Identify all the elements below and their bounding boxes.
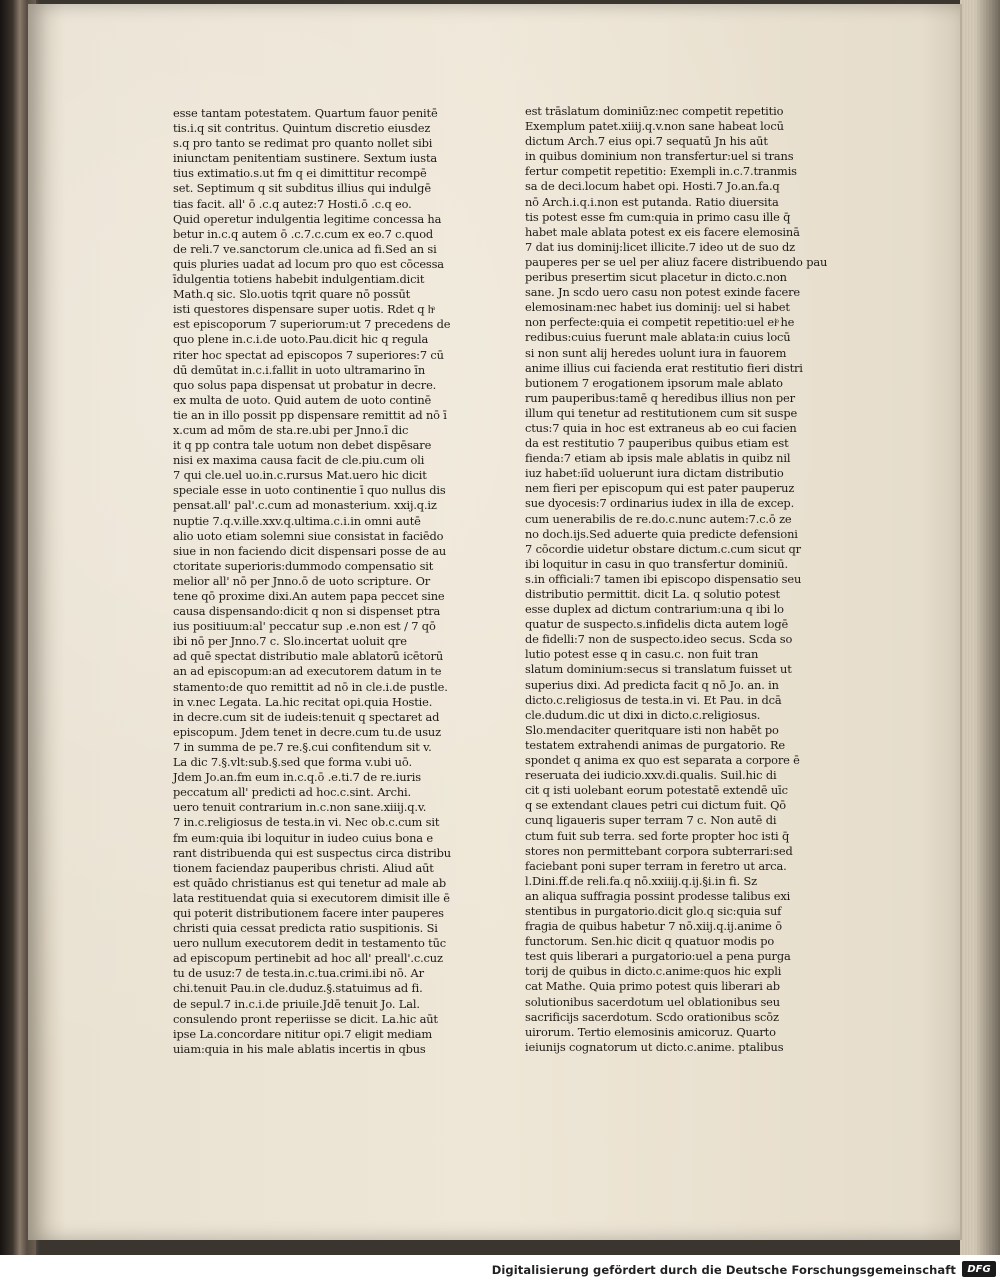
text-line: rant distribuenda qui est suspectus circa distribu: [173, 845, 451, 860]
text-line: est episcoporum 7 superiorum:ut 7 precedens de: [173, 317, 451, 332]
text-line: x.cum ad mōm de sta.re.ubi per Jnno.ī dic: [173, 422, 409, 437]
text-line: s.in officiali:7 tamen ibi episcopo dispensatio seu: [525, 571, 802, 586]
text-line: īdulgentia totiens habebit indulgentiam.dicit: [173, 272, 425, 287]
text-line: quatur de suspecto.s.infidelis dicta autem logē: [525, 617, 789, 632]
text-line: de sepul.7 in.c.i.de priuile.Jdē tenuit Jo. Lal.: [173, 996, 420, 1011]
text-line: qui poterit distributionem facere inter pauperes: [173, 905, 444, 920]
text-column-right: [525, 104, 828, 1055]
text-line: Math.q sic. Slo.uotis tqrit quare nō possūt: [173, 287, 411, 302]
book-page: [28, 4, 962, 1240]
text-line: tionem faciendaz pauperibus christi. Aliud aūt: [173, 860, 434, 875]
text-line: de fidelli:7 non de suspecto.ideo secus. Scda so: [525, 632, 793, 647]
page-stack-shadow: [975, 0, 1000, 1255]
text-line: Jdem Jo.an.fm eum in.c.q.ō .e.ti.7 de re.iuris: [173, 770, 421, 785]
text-line: tias facit. all' ō .c.q autez:7 Hosti.ō .c.q eo.: [173, 196, 412, 211]
text-line: fienda:7 etiam ab ipsis male ablatis in quibz nil: [525, 451, 791, 466]
text-line: s.q pro tanto se redimat pro quanto nollet sibi: [173, 136, 433, 151]
text-line: nem fieri per episcopum qui est pater pauperuz: [525, 481, 795, 496]
text-line: quis pluries uadat ad locum pro quo est cōcessa: [173, 256, 444, 271]
text-line: nisi ex maxima causa facit de cle.piu.cum oli: [173, 453, 425, 468]
text-line: it q pp contra tale uotum non debet dispēsare: [173, 438, 432, 453]
text-line: peribus presertim sicut placetur in dicto.c.non: [525, 270, 787, 285]
dfg-logo: DFG: [962, 1261, 996, 1277]
text-line: nuptie 7.q.v.ille.xxv.q.ultima.c.i.in omni autē: [173, 513, 421, 528]
text-line: de reli.7 ve.sanctorum cle.unica ad fi.Sed an si: [173, 241, 437, 256]
text-line: pauperes per se uel per aliuz facere distribuendo pau: [525, 254, 828, 269]
text-line: Slo.mendaciter queritquare isti non habēt po: [525, 722, 779, 737]
text-line: isti questores dispensare super uotis. Rdet q hͣ: [173, 302, 434, 317]
text-line: in quibus dominium non transfertur:uel si trans: [525, 149, 794, 164]
text-line: sacrificijs sacerdotum. Scdo orationibus scōz: [525, 1009, 779, 1024]
text-line: an ad episcopum:an ad executorem datum in te: [173, 664, 442, 679]
text-line: ibi nō per Jnno.7 c. Slo.incertat uoluit qre: [173, 634, 407, 649]
text-line: Quid operetur indulgentia legitime concessa ha: [173, 211, 442, 226]
text-line: set. Septimum q sit subditus illius qui indulgē: [173, 181, 431, 196]
text-line: christi quia cessat predicta ratio suspitionis. Si: [173, 921, 438, 936]
text-line: slatum dominium:secus si translatum fuisset ut: [525, 662, 792, 677]
text-line: episcopum. Jdem tenet in decre.cum tu.de usuz: [173, 724, 441, 739]
text-line: alio uoto etiam solemni siue consistat in faciēdo: [173, 528, 444, 543]
text-line: tene qō proxime dixi.An autem papa peccet sine: [173, 589, 445, 603]
text-line: causa dispensando:dicit q non si dispenset ptra: [173, 604, 441, 619]
text-line: siue in non faciendo dicit dispensari posse de au: [173, 543, 447, 558]
text-line: uirorum. Tertio elemosinis amicoruz. Quarto: [525, 1024, 776, 1039]
text-line: fertur competit repetitio: Exempli in.c.7.tranmis: [525, 164, 797, 179]
text-line: tie an in illo possit pp dispensare remittit ad nō ī: [173, 407, 447, 422]
text-line: elemosinam:nec habet ius dominij: uel si habet: [525, 300, 790, 315]
text-line: illum qui tenetur ad restitutionem cum sit suspe: [525, 405, 798, 420]
text-line: test quis liberari a purgatorio:uel a pena purga: [525, 949, 791, 964]
text-line: in v.nec Legata. La.hic recitat opi.quia Hostie.: [173, 694, 433, 709]
text-line: stamento:de quo remittit ad nō in cle.i.de pustle.: [173, 679, 448, 694]
text-line: superius dixi. Ad predicta facit q nō Jo. an. in: [525, 677, 779, 692]
funding-credit: Digitalisierung gefördert durch die Deutsche Forschungsgemeinschaft: [491, 1263, 956, 1277]
text-line: iuz habet:iīd uoluerunt iura dictam distributio: [525, 466, 784, 481]
text-line: l.Dini.ff.de reli.fa.q nō.xxiiij.q.ij.§i.in fi. Sz: [525, 873, 757, 888]
text-line: nō Arch.i.q.i.non est putanda. Ratio diuersita: [525, 194, 779, 209]
text-line: stentibus in purgatorio.dicit glo.q sic:quia suf: [525, 903, 782, 918]
text-line: uero nullum executorem dedit in testamento tūc: [173, 936, 447, 951]
text-line: ex multa de uoto. Quid autem de uoto continē: [173, 392, 432, 407]
text-line: ipse La.concordare nititur opi.7 eligit mediam: [173, 1026, 433, 1041]
text-line: torij de quibus in dicto.c.anime:quos hic expli: [525, 964, 782, 979]
text-line: non perfecte:quia ei competit repetitio:uel eiͦ he: [525, 315, 795, 330]
text-line: tis.i.q sit contritus. Quintum discretio eiusdez: [173, 121, 431, 136]
text-line: quo plene in.c.i.de uoto.Pau.dicit hic q regula: [173, 332, 429, 347]
text-line: quo solus papa dispensat ut probatur in decre.: [173, 377, 437, 392]
text-line: ius positiuum:al' peccatur sup .e.non est / 7 qō: [173, 619, 436, 634]
text-line: speciale esse in uoto continentie ī quo nullus dis: [173, 483, 446, 498]
text-line: est trāslatum dominiūz:nec competit repetitio: [525, 104, 784, 118]
text-line: ctus:7 quia in hoc est extraneus ab eo cui facien: [525, 420, 797, 435]
text-line: ibi loquitur in casu in quo transfertur dominiū.: [525, 556, 788, 571]
text-line: uiam:quia in his male ablatis incertis in qbus: [173, 1041, 426, 1056]
text-line: fm eum:quia ibi loquitur in iudeo cuius bona e: [173, 830, 433, 845]
text-line: dū demūtat in.c.i.fallit in uoto ultramarino īn: [173, 362, 426, 377]
text-line: spondet q anima ex quo est separata a corpore ē: [525, 753, 800, 768]
text-line: si non sunt alij heredes uolunt iura in fauorem: [525, 345, 787, 360]
text-line: habet male ablata potest ex eis facere elemosinā: [525, 224, 800, 239]
text-line: fragia de quibus habetur 7 nō.xiij.q.ij.anime ō: [525, 919, 782, 934]
text-line: iniunctam penitentiam sustinere. Sextum iusta: [173, 151, 438, 166]
text-line: anime illius cui facienda erat restitutio fieri distri: [525, 360, 803, 375]
text-line: distributio permittit. dicit La. q solutio potest: [525, 587, 780, 601]
text-line: faciebant poni super terram in feretro ut arca.: [525, 858, 787, 873]
text-line: 7 cōcordie uidetur obstare dictum.c.cum sicut qr: [525, 541, 801, 556]
text-line: esse duplex ad dictum contrarium:una q ibi lo: [525, 602, 784, 617]
footer-bar: [0, 1255, 1000, 1284]
text-line: melior all' nō per Jnno.ō de uoto scripture. Or: [173, 573, 431, 588]
text-line: ieiunijs cognatorum ut dicto.c.anime. ptalibus: [525, 1039, 784, 1054]
text-line: no doch.ijs.Sed aduerte quia predicte defensioni: [525, 526, 798, 541]
text-line: cum uenerabilis de re.do.c.nunc autem:7.c.ō ze: [525, 511, 792, 526]
text-line: sa de deci.locum habet opi. Hosti.7 Jo.an.fa.q: [525, 179, 780, 194]
text-line: tis potest esse fm cum:quia in primo casu ille q̄: [525, 209, 791, 224]
text-line: cat Mathe. Quia primo potest quis liberari ab: [525, 979, 780, 994]
text-line: Exemplum patet.xiiij.q.v.non sane habeat locū: [525, 119, 784, 134]
text-line: dicto.c.religiosus de testa.in vi. Et Pau. in dcā: [525, 692, 782, 707]
text-line: 7 qui cle.uel uo.in.c.rursus Mat.uero hic dicit: [173, 468, 427, 483]
text-line: cle.dudum.dic ut dixi in dicto.c.religiosus.: [525, 707, 761, 722]
text-line: tius extimatio.s.ut fm q ei dimittitur recompē: [173, 166, 427, 181]
text-line: cit q isti uolebant eorum potestatē extendē uīc: [525, 783, 788, 798]
text-line: an aliqua suffragia possint prodesse talibus exi: [525, 888, 791, 903]
text-line: q se extendant claues petri cui dictum fuit. Qō: [525, 798, 787, 813]
text-line: est quādo christianus est qui tenetur ad male ab: [173, 875, 447, 890]
text-line: da est restitutio 7 pauperibus quibus etiam est: [525, 436, 789, 451]
text-line: sue dyocesis:7 ordinarius iudex in illa de excep.: [525, 496, 795, 511]
text-line: sane. Jn scdo uero casu non potest exinde facere: [525, 285, 801, 300]
text-line: betur in.c.q autem ō .c.7.c.cum ex eo.7 c.quod: [173, 226, 434, 241]
text-line: ctoritate superioris:dummodo compensatio sit: [173, 558, 434, 573]
text-line: rum pauperibus:tamē q heredibus illius non per: [525, 390, 795, 405]
text-column-left: [173, 106, 451, 1057]
text-line: redibus:cuius fuerunt male ablata:in cuius locū: [525, 330, 791, 345]
text-line: pensat.all' pal'.c.cum ad monasterium. xxij.q.iz: [173, 498, 437, 513]
text-line: ad quē spectat distributio male ablatorū icētorū: [173, 649, 444, 664]
text-line: La dic 7.§.vlt:sub.§.sed que forma v.ubi uō.: [173, 755, 413, 770]
text-line: ad episcopum pertinebit ad hoc all' preall'.c.cuz: [173, 951, 443, 966]
text-line: 7 dat ius dominij:licet illicite.7 ideo ut de suo dz: [525, 239, 796, 254]
text-line: lutio potest esse q in casu.c. non fuit tran: [525, 647, 759, 662]
text-line: stores non permittebant corpora subterrari:sed: [525, 843, 793, 858]
text-line: solutionibus sacerdotum uel oblationibus seu: [525, 994, 780, 1009]
text-line: tu de usuz:7 de testa.in.c.tua.crimi.ibi nō. Ar: [173, 966, 424, 981]
text-line: functorum. Sen.hic dicit q quatuor modis po: [525, 934, 775, 949]
text-line: 7 in summa de pe.7 re.§.cui confitendum sit v.: [173, 739, 432, 754]
text-line: butionem 7 erogationem ipsorum male ablato: [525, 375, 783, 390]
text-line: uero tenuit contrarium in.c.non sane.xiiij.q.v.: [173, 800, 427, 815]
text-line: riter hoc spectat ad episcopos 7 superiores:7 cū: [173, 347, 444, 362]
text-line: consulendo pront reperiisse se dicit. La.hic aūt: [173, 1011, 438, 1026]
text-line: peccatum all' predicti ad hoc.c.sint. Archi.: [173, 785, 411, 800]
text-line: esse tantam potestatem. Quartum fauor penitē: [173, 106, 438, 120]
text-line: testatem extrahendi animas de purgatorio. Re: [525, 737, 785, 752]
text-line: reseruata dei iudicio.xxv.di.qualis. Suil.hic di: [525, 768, 777, 783]
text-line: ctum fuit sub terra. sed forte propter hoc isti q̄: [525, 828, 790, 843]
text-line: in decre.cum sit de iudeis:tenuit q spectaret ad: [173, 709, 440, 724]
text-line: dictum Arch.7 eius opi.7 sequatū Jn his aūt: [525, 134, 768, 149]
text-line: lata restituendat quia si executorem dimisit ille ē: [173, 890, 450, 905]
text-line: cunq ligaueris super terram 7 c. Non autē di: [525, 813, 777, 828]
text-line: chi.tenuit Pau.in cle.duduz.§.statuimus ad fi.: [173, 981, 423, 996]
text-line: 7 in.c.religiosus de testa.in vi. Nec ob.c.cum sit: [173, 815, 440, 830]
